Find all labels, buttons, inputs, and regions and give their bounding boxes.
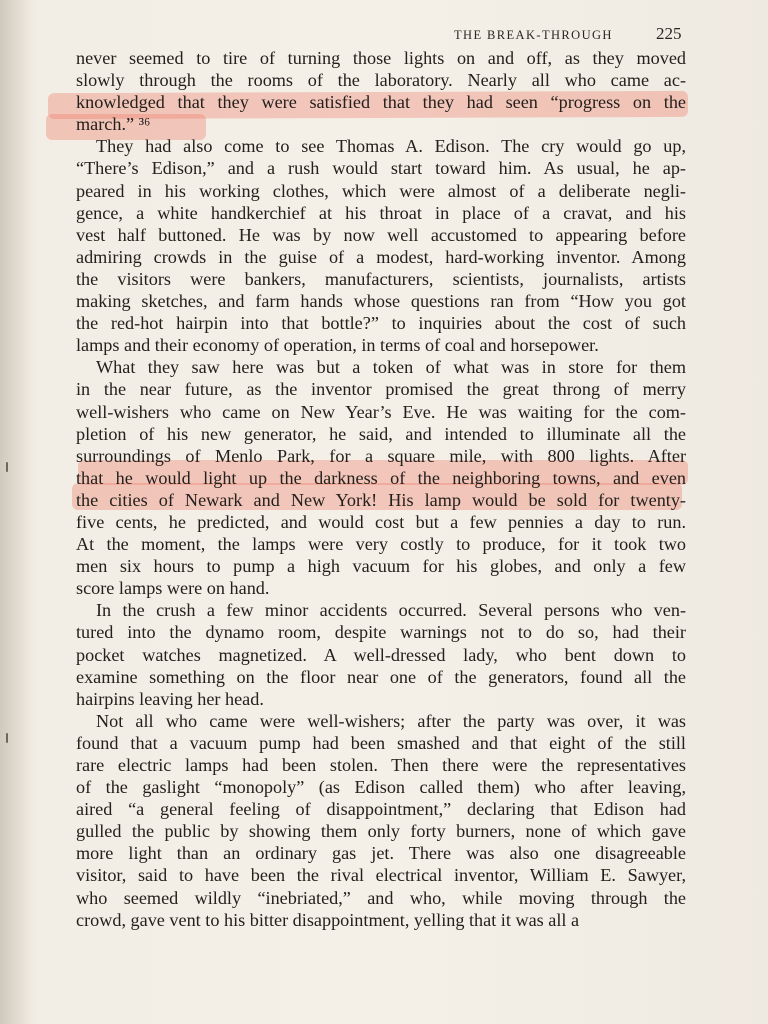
text-line: Not all who came were well-wishers; after the party was over, it was: [96, 710, 686, 731]
text-line: gulled the public by showing them only forty burners, none of which gave: [76, 821, 686, 842]
text-line: aired “a general feeling of disappointment,” declaring that Edison had: [76, 799, 686, 820]
page-number: 225: [656, 24, 682, 43]
text-line: found that a vacuum pump had been smashed and that eight of the still: [76, 732, 686, 753]
text-line: rare electric lamps had been stolen. Then there were the representatives: [76, 755, 686, 775]
text-line: “There’s Edison,” and a rush would start toward him. As usual, he ap-: [76, 158, 686, 179]
text-line: that he would light up the darkness of the neighboring towns, and even: [76, 467, 686, 488]
text-line: of the gaslight “monopoly” (as Edison called them) who after leaving,: [76, 777, 686, 798]
text-line: the visitors were bankers, manufacturers, scientists, journalists, artists: [76, 268, 686, 289]
text-line: never seemed to tire of turning those lights on and off, as they moved: [76, 48, 686, 68]
margin-mark: [6, 733, 8, 743]
text-line: the cities of Newark and New York! His lamp would be sold for twenty-: [76, 489, 686, 510]
text-line: In the crush a few minor accidents occurred. Several persons who ven-: [96, 600, 686, 621]
text-line: knowledged that they were satisfied that they had seen “progress on the: [76, 92, 686, 113]
text-line: admiring crowds in the guise of a modest, hard-working inventor. Among: [76, 246, 686, 267]
text-line: slowly through the rooms of the laboratory. Nearly all who came ac-: [76, 70, 686, 91]
text-line: pletion of his new generator, he said, and intended to illuminate all the: [76, 423, 686, 444]
text-line: more light than an ordinary gas jet. There was also one disagreeable: [76, 843, 686, 864]
text-line: making sketches, and farm hands whose questions ran from “How you got: [76, 291, 686, 312]
text-line: crowd, gave vent to his bitter disappointment, yelling that it was all a: [76, 909, 580, 930]
text-line: hairpins leaving her head.: [76, 688, 264, 709]
text-line: visitor, said to have been the rival electrical inventor, William E. Sawyer,: [76, 865, 686, 886]
text-line: lamps and their economy of operation, in terms of coal and horsepower.: [76, 335, 599, 356]
text-line: the red-hot hairpin into that bottle?” to inquiries about the cost of such: [76, 313, 686, 334]
body-text: [76, 47, 686, 931]
text-line: score lamps were on hand.: [76, 578, 270, 599]
text-line: well-wishers who came on New Year’s Eve. He was waiting for the com-: [76, 401, 686, 422]
text-line: What they saw here was but a token of what was in store for them: [96, 357, 686, 378]
text-line: five cents, he predicted, and would cost but a few pennies a day to run.: [76, 511, 686, 532]
text-line: They had also come to see Thomas A. Edison. The cry would go up,: [96, 136, 686, 157]
text-line: tured into the dynamo room, despite warnings not to do so, had their: [76, 622, 686, 643]
text-line: gence, a white handkerchief at his throat in place of a cravat, and his: [76, 202, 686, 223]
text-line: vest half buttoned. He was by now well accustomed to appearing before: [76, 224, 686, 245]
text-line: examine something on the floor near one of the generators, found all the: [76, 666, 686, 687]
text-line: men six hours to pump a high vacuum for his globes, and only a few: [76, 556, 686, 577]
text-line: peared in his working clothes, which were almost of a deliberate negli-: [76, 180, 686, 201]
text-line: pocket watches magnetized. A well-dressed lady, who bent down to: [76, 644, 686, 665]
text-line: who seemed wildly “inebriated,” and who, while moving through the: [76, 887, 686, 908]
text-line: At the moment, the lamps were very costly to produce, for it took two: [76, 534, 686, 555]
text-line: march.” ³⁶: [76, 114, 151, 135]
text-line: surroundings of Menlo Park, for a square mile, with 800 lights. After: [76, 445, 686, 466]
text-line: in the near future, as the inventor promised the great throng of merry: [76, 379, 686, 400]
margin-mark: [6, 462, 8, 472]
running-head: THE BREAK-THROUGH: [454, 28, 613, 42]
